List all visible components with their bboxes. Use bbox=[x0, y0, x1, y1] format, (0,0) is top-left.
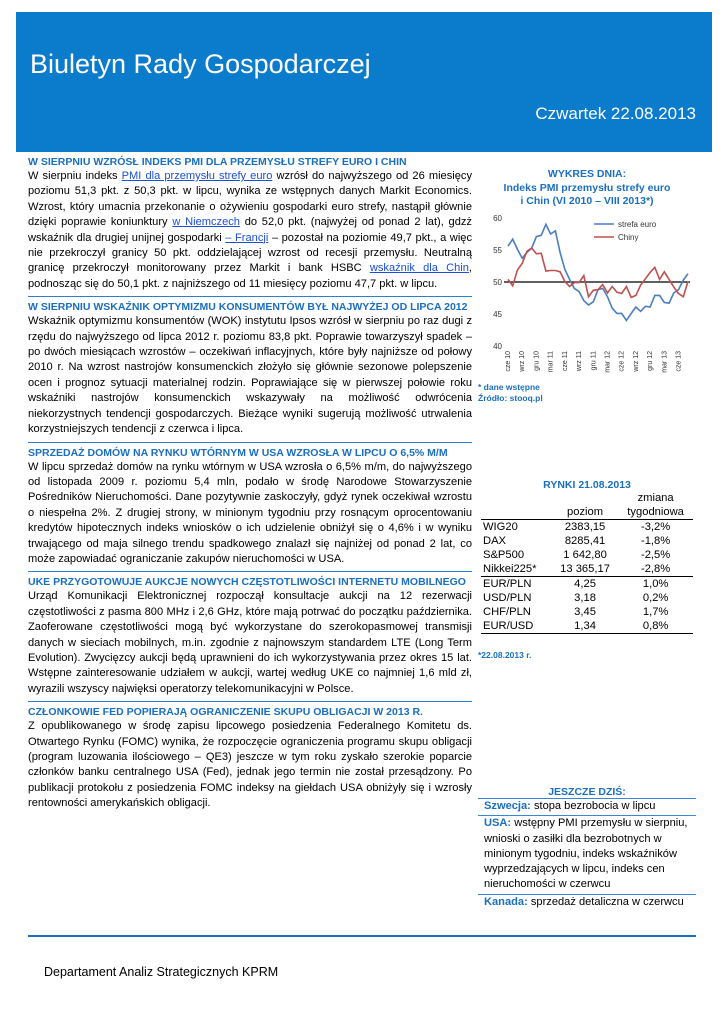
chart-x-tick: wrz 12 bbox=[632, 351, 640, 372]
markets-change: -2,8% bbox=[640, 563, 671, 575]
chart-x-tick: mar 13 bbox=[661, 351, 669, 373]
markets-level: 1,34 bbox=[552, 619, 618, 634]
markets-table bbox=[481, 491, 693, 634]
chart-heading bbox=[478, 168, 696, 209]
chart-notes bbox=[478, 382, 696, 404]
article-link[interactable]: wskaźnik dla Chin bbox=[369, 262, 469, 275]
chart-legend-label: strefa euro bbox=[618, 220, 657, 229]
article-body: Z opublikowanego w środę zapisu lipcowego posiedzenia Federalnego Komitetu ds. Otwartego Rynku (FOMC) wynika, że rozpoczęcie ograniczenia programu skupu obligacji (program luzowania ilościowego – QE3) jeszcze w tym roku zyskało szerokie poparcie członków banku centralnego USA (Fed), jednak jego termin nie został przesądzony. Po publikacji protokołu z posiedzenia FOMC indeksy na giełdach USA obniżyły się i wzrosły rentowności amerykańskich obligacji. bbox=[28, 720, 472, 810]
today-item-label: USA: bbox=[484, 817, 512, 830]
markets-row bbox=[481, 577, 693, 592]
markets-level: 3,45 bbox=[574, 606, 596, 618]
markets-col-level: poziom bbox=[567, 506, 604, 518]
article-body: W lipcu sprzedaż domów na rynku wtórnym w USA wzrosła o 6,5% m/m, do najwyższego od listopada 2009 r. poziomu 5,4 mln, podało w środę Narodowe Stowarzyszenie Pośredników Nieruchomości. Dane pozytywnie zaskoczyły, gdyż rynek oczekiwał wzrostu o niespełna 2%. Z drugiej strony, w minionym tygodniu przy rosnącym oprocentowaniu kredytów hipotecznych indeks wniosków o ich udzielenie obniżył się o 4,6% i w wyniku trwającego od maja silnego trendu spadkowego znalazł się najniżej od ponad 2 lat, co może zapowiadać ograniczanie zakupów nieruchomości w USA. bbox=[28, 460, 472, 565]
chart-series-euro-area bbox=[508, 224, 688, 320]
chart-x-tick: cze 10 bbox=[505, 351, 512, 372]
article-body: Urząd Komunikacji Elektronicznej rozpoczął konsultacje aukcji na 12 rezerwacji częstotliwości z pasma 800 MHz i 2,6 GHz, które mają potrwać do początku października. Zaoferowane częstotliwości mogą być wykorzystane do szerokopasmowej transmisji danych w sieciach mobilnych, m.in. zgodnie z najnowszym standardem LTE (Long Term Evolution). Zwycięzcy aukcji będą uprawnieni do ich wykorzystywania przez okres 15 lat. Wstępne zainteresowanie udziałem w aukcji, wartej według UKE co najmniej 1,6 mld zł, wyrazili wszyscy najwięksi operatorzy telekomunikacyjni w Polsce. bbox=[28, 590, 472, 695]
chart-note-preliminary: * dane wstępne bbox=[478, 382, 540, 392]
footer-department: Departament Analiz Strategicznych KPRM bbox=[44, 965, 279, 979]
article-link[interactable]: – Francji bbox=[225, 231, 269, 244]
markets-change: -2,5% bbox=[640, 549, 671, 561]
today-item-text: stopa bezrobocia w lipcu bbox=[530, 800, 656, 812]
article-link[interactable]: PMI dla przemysłu strefy euro bbox=[121, 170, 273, 182]
main-articles bbox=[28, 156, 472, 816]
markets-name: EUR/PLN bbox=[481, 577, 552, 592]
markets-level: 3,18 bbox=[574, 592, 596, 604]
chart-y-tick: 40 bbox=[493, 342, 502, 351]
chart-note-source: Źródło: stooq.pl bbox=[478, 393, 543, 403]
chart-x-tick: cze 13 bbox=[675, 351, 683, 372]
chart-y-tick: 55 bbox=[493, 246, 502, 255]
article-heading: W SIERPNIU WZRÓSŁ INDEKS PMI DLA PRZEMYSŁU STREFY EURO I CHIN bbox=[28, 156, 407, 168]
bulletin-title: Biuletyn Rady Gospodarczej bbox=[30, 49, 371, 79]
today-title: JESZCZE DZIŚ: bbox=[548, 786, 626, 798]
chart-heading-line2: Indeks PMI przemysłu strefy euro bbox=[503, 181, 671, 194]
article-heading: W SIERPNIU WSKAŹNIK OPTYMIZMU KONSUMENTÓW BYŁ NAJWYŻEJ OD LIPCA 2012 bbox=[28, 301, 468, 314]
bulletin-date: Czwartek 22.08.2013 bbox=[535, 104, 696, 123]
chart-x-tick: wrz 10 bbox=[519, 351, 527, 372]
markets-row bbox=[481, 591, 693, 605]
article-body: W sierpniu indeks PMI dla przemysłu strefy euro wzrósł do najwyższego od 26 miesięcy poziomu 51,3 pkt. z 50,3 pkt. w lipcu, wynika ze wstępnych danych Markit Economics. Wzrost, który umacnia przekonanie o ożywieniu gospodarki euro strefy, nastąpił głównie dzięki poprawie koniunktury w Niemczech do 52,0 pkt. (najwyżej od ponad 2 lat), gdzż wskaźnik dla drugiej unijnej gospodarki – Francji – pozostał na poziomie 49,7 pkt., a więc nie przekroczył granicy 50 pkt. oddzielającej wzrost od recesji przemysłu. Neutralną granicę przekroczył monitorowany przez Markit i bank HSBC wskaźnik dla Chin, podnosząc się do 50,1 pkt. z najniższego od 11 miesięcy poziomu 47,7 pkt. w lipcu. bbox=[28, 170, 472, 290]
chart-y-tick: 50 bbox=[493, 278, 502, 287]
pmi-chart-svg bbox=[478, 206, 693, 384]
markets-change: -3,2% bbox=[618, 520, 693, 535]
chart-x-tick: gru 12 bbox=[647, 351, 655, 371]
chart-legend-label: Chiny bbox=[618, 233, 639, 242]
markets-col-change-2: tygodniowa bbox=[627, 506, 684, 518]
markets-name: EUR/USD bbox=[481, 619, 552, 634]
today-item-label: Szwecja: bbox=[484, 800, 531, 812]
markets-row bbox=[481, 520, 693, 535]
markets-change: -1,8% bbox=[640, 535, 671, 547]
today-item bbox=[478, 798, 696, 815]
markets-row bbox=[481, 548, 693, 562]
section-divider bbox=[28, 442, 472, 443]
markets-note: *22.08.2013 r. bbox=[478, 650, 532, 660]
today-list bbox=[478, 798, 696, 911]
markets-header-row-1 bbox=[481, 491, 693, 505]
section-divider bbox=[28, 296, 472, 297]
markets-name: DAX bbox=[483, 535, 507, 547]
markets-header-row-2 bbox=[481, 505, 693, 520]
markets-name: Nikkei225* bbox=[483, 563, 537, 575]
markets-level: 1 642,80 bbox=[563, 549, 607, 561]
chart-x-tick: gru 11 bbox=[590, 351, 598, 371]
chart-x-tick: cze 11 bbox=[561, 351, 569, 372]
article-heading: UKE PRZYGOTOWUJE AUKCJE NOWYCH CZĘSTOTLIWOŚCI INTERNETU MOBILNEGO bbox=[28, 576, 466, 589]
today-item-text: sprzedaż detaliczna w czerwcu bbox=[527, 895, 684, 908]
section-divider bbox=[28, 571, 472, 572]
article-heading: CZŁONKOWIE FED POPIERAJĄ OGRANICZENIE SKUPU OBLIGACJI W 2013 R. bbox=[28, 706, 423, 719]
footer-divider bbox=[28, 935, 696, 937]
article-link[interactable]: w Niemczech bbox=[172, 216, 240, 229]
section-divider bbox=[28, 701, 472, 702]
markets-row bbox=[481, 619, 693, 634]
header-banner bbox=[16, 12, 712, 152]
chart-x-tick: gru 10 bbox=[533, 351, 541, 371]
article-body: Wskaźnik optymizmu konsumentów (WOK) instytutu Ipsos wzrósł w sierpniu po raz dugi z rzędu do najwyższego od lipca 2012 r. poziomu 83,8 pkt. Poprawie towarzyszył spadek – po dwóch miesiącach wzrostów – oczekiwań inflacyjnych, które były najniższe od połowy 2010 r. Na wzrost nastrojów konsumenckich złożyło się głównie sezonowe polepszenie ocen i prognoz sytuacji materialnej rodzin. Poprawiające się w pierwszej połowie roku wskaźniki nastrojów konsumenckich wskazywały na możliwość odwrócenia niekorzystnych tendencji gospodarczych. Bieżące wyniki sugerują możliwość utrwalenia korzystniejszych tendencji z czerwca i lipca. bbox=[28, 315, 472, 436]
article-heading: SPRZEDAŻ DOMÓW NA RYNKU WTÓRNYM W USA WZROSŁA W LIPCU O 6,5% M/M bbox=[28, 446, 448, 459]
markets-row bbox=[481, 562, 693, 577]
chart-series-china bbox=[508, 248, 688, 297]
markets-name: WIG20 bbox=[481, 520, 552, 535]
markets-name: CHF/PLN bbox=[483, 606, 531, 618]
markets-level: 2383,15 bbox=[552, 520, 618, 535]
chart-x-tick: cze 12 bbox=[618, 351, 626, 372]
today-item-label: Kanada: bbox=[484, 895, 528, 908]
markets-col-change-1: zmiana bbox=[637, 492, 674, 504]
markets-name: USD/PLN bbox=[483, 592, 532, 604]
chart-x-tick: mar 11 bbox=[547, 351, 555, 373]
chart-x-tick: mar 12 bbox=[604, 351, 612, 373]
chart-heading-line3: i Chin (VI 2010 – VIII 2013*) bbox=[520, 195, 654, 208]
chart-y-tick: 45 bbox=[493, 310, 502, 319]
chart-x-tick: wrz 11 bbox=[576, 351, 584, 372]
today-item bbox=[478, 815, 696, 893]
markets-row bbox=[481, 534, 693, 548]
markets-change: 0,2% bbox=[642, 592, 669, 604]
markets-row bbox=[481, 605, 693, 619]
chart-heading-line1: WYKRES DNIA: bbox=[547, 168, 627, 180]
markets-change: 1,7% bbox=[642, 606, 669, 618]
today-item-text: wstępny PMI przemysłu w sierpniu, wnioski o zasiłki dla bezrobotnych w minionym tygodniu, indeks wskaźników wyprzedzających w lipcu, indeks cen nieruchomości w czerwcu bbox=[484, 817, 688, 891]
markets-title: RYNKI 21.08.2013 bbox=[543, 479, 631, 491]
pmi-chart bbox=[478, 206, 693, 384]
today-item bbox=[478, 894, 696, 911]
markets-level: 13 365,17 bbox=[560, 563, 610, 575]
markets-level: 8285,41 bbox=[564, 535, 606, 547]
markets-level: 4,25 bbox=[552, 577, 618, 592]
markets-change: 1,0% bbox=[618, 577, 693, 592]
markets-name: S&P500 bbox=[483, 549, 525, 561]
chart-y-tick: 60 bbox=[493, 214, 502, 223]
markets-change: 0,8% bbox=[618, 619, 693, 634]
